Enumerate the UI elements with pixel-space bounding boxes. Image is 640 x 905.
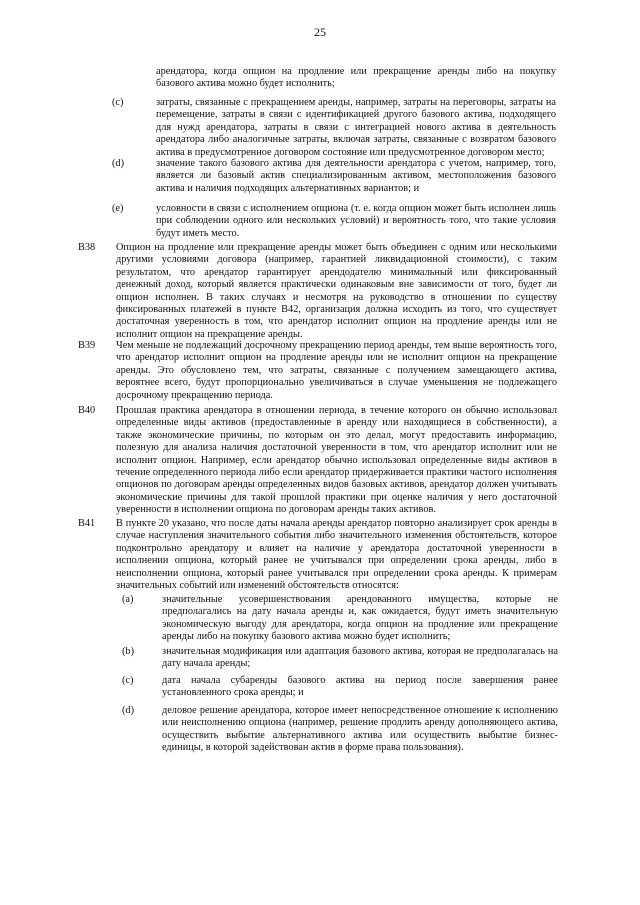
list2-item-text: значительная модификация или адаптация базового актива, которая не предполагалась на дату начала аренды; [162, 646, 558, 670]
paragraph-number: B38 [78, 242, 96, 253]
list2-label: (c) [122, 675, 134, 686]
paragraph-number: B40 [78, 405, 96, 416]
list1-item-text: затраты, связанные с прекращением аренды, например, затраты на переговоры, затраты на перемещение, затраты в связи с идентификацией другого базового актива, подходящего для нужд арендатора, затраты в связи с интеграцией нового актива в деятельность арендатора либо аналогичные затраты, включая затраты, связанные с возвратом базового актива в предусмотренное договором состояние или предусмотренное договором место; [156, 97, 556, 158]
paragraph-text: В пункте 20 указано, что после даты начала аренды арендатор повторно анализирует срок аренды в случае наступления значительного события либо значительного изменения обстоятельств, которое подконтрольно арендатору и влияет на наличие у арендатора достаточной уверенности в исполнении опциона, который ранее не учитывался при определении срока аренды, либо в неисполнении опциона, который ранее учитывался при определении срока аренды. К примерам значительных событий или изменений обстоятельств относятся: [116, 518, 557, 592]
paragraph-text: Опцион на продление или прекращение аренды может быть объединен с одним или несколькими другими условиями договора (например, гарантией ликвидационной стоимости), с таким результатом, что арендатор гарантирует арендодателю минимальный или фиксированный денежный доход, который является практически одинаковым вне зависимости от того, будет ли опцион исполнен. В таких случаях и несмотря на руководство в отношении по существу фиксированных платежей в пункте B42, организация должна исходить из того, что существует достаточная уверенность в том, что арендатор исполнит опцион на продление аренды или не исполнит опцион на прекращение аренды. [116, 242, 557, 340]
list2-item-text: значительные усовершенствования арендованного имущества, которые не предполагались на дату начала аренды и, как ожидается, будут иметь значительную экономическую выгоду для арендатора, когда опцион на продление или прекращение аренды либо на покупку базового актива можно будет исполнить; [162, 594, 558, 643]
paragraph-text: Чем меньше не подлежащий досрочному прекращению период аренды, тем выше вероятность того, что арендатор исполнит опцион на продление аренды или не исполнит опцион на прекращение аренды. Это обусловлено тем, что затраты, связанные с получением замещающего актива, вероятнее всего, будут пропорционально увеличиваться в случае уменьшения не подлежащего досрочному прекращению периода. [116, 340, 557, 401]
list2-item-text: деловое решение арендатора, которое имеет непосредственное отношение к исполнению или неисполнению опциона (например, решение продлить аренду дополняющего актива, осуществить выбытие альтернативного актива или осуществить выбытие бизнес-единицы, в которой задействован актив в форме права пользования). [162, 705, 558, 754]
paragraph-text: Прошлая практика арендатора в отношении периода, в течение которого он обычно использовал определенные виды активов (предоставленные в аренду или находящиеся в собственности), а также экономические причины, по которым он это делал, могут предоставить информацию, полезную для анализа наличия достаточной уверенности в том, что арендатор исполнит или не исполнит опцион. Например, если арендатор обычно использовал определенные виды активов в течение определенного периода либо если арендатор придерживается практики частого исполнения опционов по договорам аренды определенных видов базовых активов, арендатор должен учитывать экономические причины для такой прошлой практики при оценке наличия у него достаточной уверенности в исполнении опциона по договорам аренды таких активов. [116, 405, 557, 516]
list2-label: (a) [122, 594, 134, 605]
list1-label: (e) [112, 203, 124, 214]
page-number: 25 [314, 25, 326, 39]
paragraph-number: B41 [78, 518, 96, 529]
intro-continuation: арендатора, когда опцион на продление или прекращение аренды либо на покупку базового актива можно будет исполнить; [156, 66, 556, 90]
list1-item-text: значение такого базового актива для деятельности арендатора с учетом, например, того, является ли базовый актив специализированным активом, местоположения базового актива и наличия подходящих альтернативных вариантов; и [156, 158, 556, 194]
list2-item-text: дата начала субаренды базового актива на период после завершения ранее установленного срока аренды; и [162, 675, 558, 699]
paragraph-number: B39 [78, 340, 96, 351]
list1-label: (c) [112, 97, 124, 108]
list2-label: (b) [122, 646, 135, 657]
list2-label: (d) [122, 705, 135, 716]
list1-item-text: условности в связи с исполнением опциона (т. е. когда опцион может быть исполнен лишь при соблюдении одного или нескольких условий) и вероятность того, что такие условия будут иметь место. [156, 203, 556, 239]
list1-label: (d) [112, 158, 125, 169]
